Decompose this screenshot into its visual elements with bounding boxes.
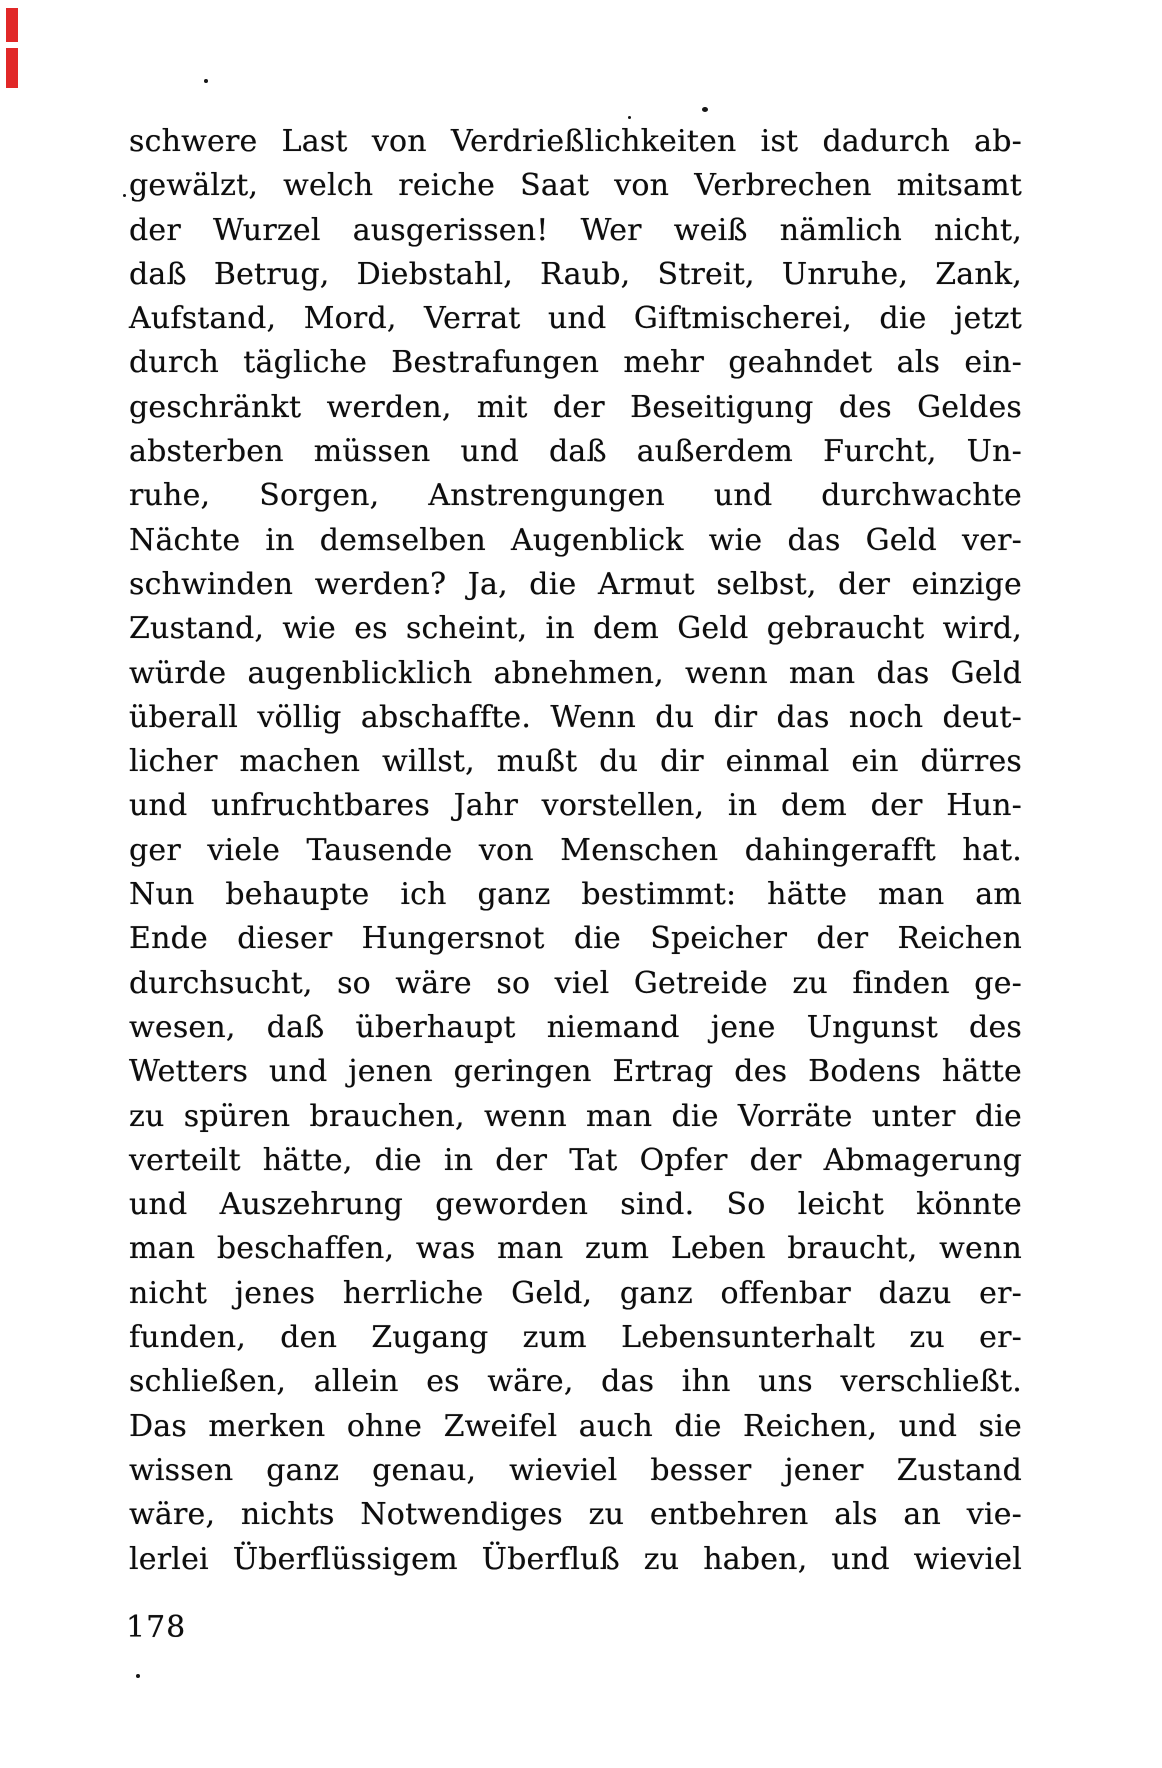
text-line: zu spüren brauchen, wenn man die Vorräte unter die <box>129 1098 1022 1134</box>
text-line: und unfruchtbares Jahr vorstellen, in dem der Hun- <box>129 788 1022 824</box>
text-line: daß Betrug, Diebstahl, Raub, Streit, Unruhe, Zank, <box>129 256 1022 292</box>
text-line: durch tägliche Bestrafungen mehr geahndet als ein- <box>129 345 1022 381</box>
text-line: schließen, allein es wäre, das ihn uns verschließt. <box>129 1364 1022 1400</box>
text-line: durchsucht, so wäre so viel Getreide zu finden ge- <box>129 965 1022 1001</box>
scan-speck <box>204 79 208 83</box>
text-line: Zustand, wie es scheint, in dem Geld gebraucht wird, <box>129 611 1022 647</box>
text-line: licher machen willst, mußt du dir einmal ein dürres <box>129 744 1022 780</box>
text-line: Aufstand, Mord, Verrat und Giftmischerei, die jetzt <box>129 301 1022 337</box>
scan-speck <box>628 116 631 119</box>
page-number: 178 <box>126 1610 187 1645</box>
text-line: und Auszehrung geworden sind. So leicht könnte <box>129 1187 1022 1223</box>
scan-speck <box>136 1674 140 1678</box>
text-line: verteilt hätte, die in der Tat Opfer der Abmagerung <box>129 1142 1022 1178</box>
text-line: Nächte in demselben Augenblick wie das Geld ver- <box>129 522 1022 558</box>
text-line: schwinden werden? Ja, die Armut selbst, der einzige <box>129 566 1022 602</box>
text-line: Wetters und jenen geringen Ertrag des Bodens hätte <box>129 1054 1022 1090</box>
text-line: wäre, nichts Notwendiges zu entbehren als an vie- <box>129 1497 1022 1533</box>
text-line: Nun behaupte ich ganz bestimmt: hätte man am <box>129 877 1022 913</box>
text-line: lerlei Überflüssigem Überfluß zu haben, und wieviel <box>129 1541 1022 1577</box>
text-line: geschränkt werden, mit der Beseitigung des Geldes <box>129 389 1022 425</box>
text-line: ruhe, Sorgen, Anstrengungen und durchwachte <box>129 478 1022 514</box>
text-line: Ende dieser Hungersnot die Speicher der Reichen <box>129 921 1022 957</box>
text-line: Das merken ohne Zweifel auch die Reichen, und sie <box>129 1408 1022 1444</box>
red-corner-mark <box>6 8 18 42</box>
red-corner-mark <box>6 48 18 88</box>
scan-speck <box>123 194 126 197</box>
text-line: wissen ganz genau, wieviel besser jener Zustand <box>129 1452 1022 1488</box>
text-line: überall völlig abschaffte. Wenn du dir das noch deut- <box>129 699 1022 735</box>
body-text <box>129 120 1022 1582</box>
text-line: man beschaffen, was man zum Leben braucht, wenn <box>129 1231 1022 1267</box>
text-line: schwere Last von Verdrießlichkeiten ist dadurch ab- <box>129 124 1022 159</box>
text-line: nicht jenes herrliche Geld, ganz offenbar dazu er- <box>129 1275 1022 1311</box>
text-line: wesen, daß überhaupt niemand jene Ungunst des <box>129 1009 1022 1045</box>
text-line: ger viele Tausende von Menschen dahingerafft hat. <box>129 832 1022 868</box>
text-line: der Wurzel ausgerissen! Wer weiß nämlich nicht, <box>129 212 1022 248</box>
text-line: absterben müssen und daß außerdem Furcht, Un- <box>129 434 1022 470</box>
text-line: würde augenblicklich abnehmen, wenn man das Geld <box>129 655 1022 691</box>
scan-speck <box>702 107 708 112</box>
text-line: funden, den Zugang zum Lebensunterhalt zu er- <box>129 1320 1022 1356</box>
text-line: gewälzt, welch reiche Saat von Verbrechen mitsamt <box>129 168 1022 204</box>
